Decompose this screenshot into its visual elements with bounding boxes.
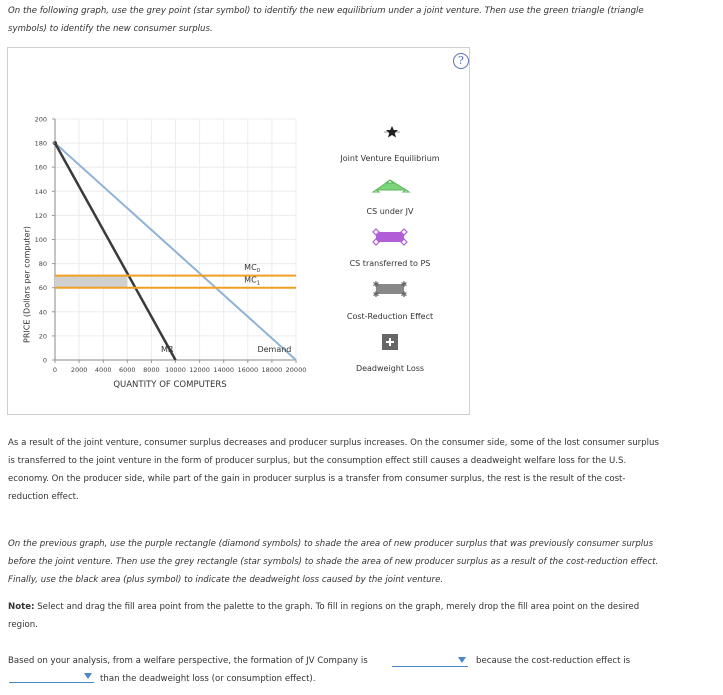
instructions-line-1: On the following graph, use the grey point (star symbol) to identify the new equilibrium under a joint venture. Then use the green triangle (triangle (8, 6, 644, 16)
question-part-3: than the deadweight loss (or consumption effect). (100, 674, 316, 684)
chevron-down-icon (458, 657, 466, 663)
svg-text:✱: ✱ (400, 290, 408, 299)
note-text: Select and drag the fill area point from the palette to the graph. To fill in regions on the graph, merely drop the fill area point on the desired (34, 602, 640, 612)
x-axis-label: QUANTITY OF COMPUTERS (113, 380, 227, 390)
y-tick-label: 120 (34, 211, 47, 220)
explanation-line-2: is transferred to the joint venture in the form of producer surplus, but the consumption effect still causes a deadweight welfare loss for the U.S. (8, 456, 627, 466)
svg-text:✱: ✱ (372, 290, 380, 299)
note-line-1 (8, 598, 708, 616)
y-tick-label: 80 (38, 260, 47, 269)
x-tick-label: 10000 (165, 366, 186, 374)
question-part-2: because the cost-reduction effect is (476, 656, 631, 666)
triangle-icon[interactable] (373, 180, 409, 192)
purple-diamond-icon[interactable] (373, 229, 407, 245)
x-tick-label: 12000 (189, 366, 210, 374)
instructions2-line-1: On the previous graph, use the purple rectangle (diamond symbols) to shade the area of new producer surplus that was previously consumer surplus (8, 539, 654, 549)
grid (55, 119, 296, 360)
mr-label: MR (161, 345, 174, 354)
help-icon[interactable]: ? (453, 53, 469, 69)
y-tick-label: 40 (38, 308, 47, 317)
svg-text:✱: ✱ (400, 280, 408, 289)
x-tick-label: 6000 (119, 366, 136, 374)
x-tick-label: 16000 (237, 366, 259, 374)
note-line-2: region. (8, 620, 38, 630)
y-tick-label: 20 (38, 332, 47, 341)
explanation-line-1: As a result of the joint venture, consumer surplus decreases and producer surplus increases. On the consumer side, some of the lost consumer surplus (8, 438, 659, 448)
x-tick-label: 0 (52, 366, 58, 374)
palette-label-cost-reduction: Cost-Reduction Effect (346, 312, 434, 321)
palette-label-jv-equilibrium: Joint Venture Equilibrium (340, 154, 440, 163)
y-tick-label: 100 (34, 236, 47, 244)
note-label: Note: (8, 602, 35, 612)
explanation-line-4: reduction effect. (8, 492, 79, 502)
x-tick-label: 2000 (70, 366, 88, 374)
palette-label-cs-under-jv: CS under JV (366, 207, 414, 216)
chevron-down-icon (84, 673, 92, 679)
plus-icon[interactable] (382, 334, 398, 350)
y-tick-label: 140 (34, 187, 47, 196)
grey-star-rectangle-icon[interactable] (373, 280, 408, 299)
series-line-mr (55, 143, 176, 360)
question-part-1: Based on your analysis, from a welfare perspective, the formation of JV Company is (8, 656, 368, 666)
demand-label: Demand (257, 345, 292, 354)
x-tick-label: 20000 (285, 366, 307, 374)
svg-text:✱: ✱ (372, 280, 380, 289)
star-icon[interactable] (384, 126, 400, 138)
graph-panel (7, 47, 470, 415)
comparison-dropdown[interactable] (9, 670, 94, 683)
instructions2-line-2: before the joint venture. Then use the grey rectangle (star symbols) to shade the area of new producer surplus as a result of the cost-reduction effect. (8, 557, 659, 567)
mc1-label: $MC_1$ (244, 275, 261, 287)
instructions-line-2: symbols) to identify the new consumer surplus. (8, 24, 213, 34)
y-tick-label: 180 (34, 139, 47, 148)
graph-chart[interactable] (8, 48, 471, 416)
instructions2-line-3: Finally, use the black area (plus symbol) to indicate the deadweight loss caused by the joint venture. (8, 575, 444, 585)
x-tick-label: 14000 (213, 366, 235, 374)
y-axis-label: PRICE (Dollars per computer) (22, 226, 32, 343)
mc0-label: $MC_0$ (244, 263, 261, 275)
y-tick-label: 0 (42, 356, 47, 365)
explanation-line-3: economy. On the producer side, while part of the gain in producer surplus is a transfer from consumer surplus, the rest is the result of the cost- (8, 474, 626, 484)
x-tick-label: 8000 (143, 366, 160, 374)
x-tick-label: 4000 (94, 366, 112, 374)
shaded-region (55, 276, 127, 288)
y-tick-label: 160 (34, 163, 47, 172)
y-tick-label: 60 (38, 284, 47, 293)
welfare-dropdown[interactable] (392, 654, 468, 667)
y-tick-label: 200 (34, 115, 47, 124)
palette-label-cs-transferred: CS transferred to PS (349, 259, 431, 268)
x-tick-label: 18000 (261, 366, 283, 374)
palette-label-deadweight-loss: Deadweight Loss (355, 364, 425, 373)
